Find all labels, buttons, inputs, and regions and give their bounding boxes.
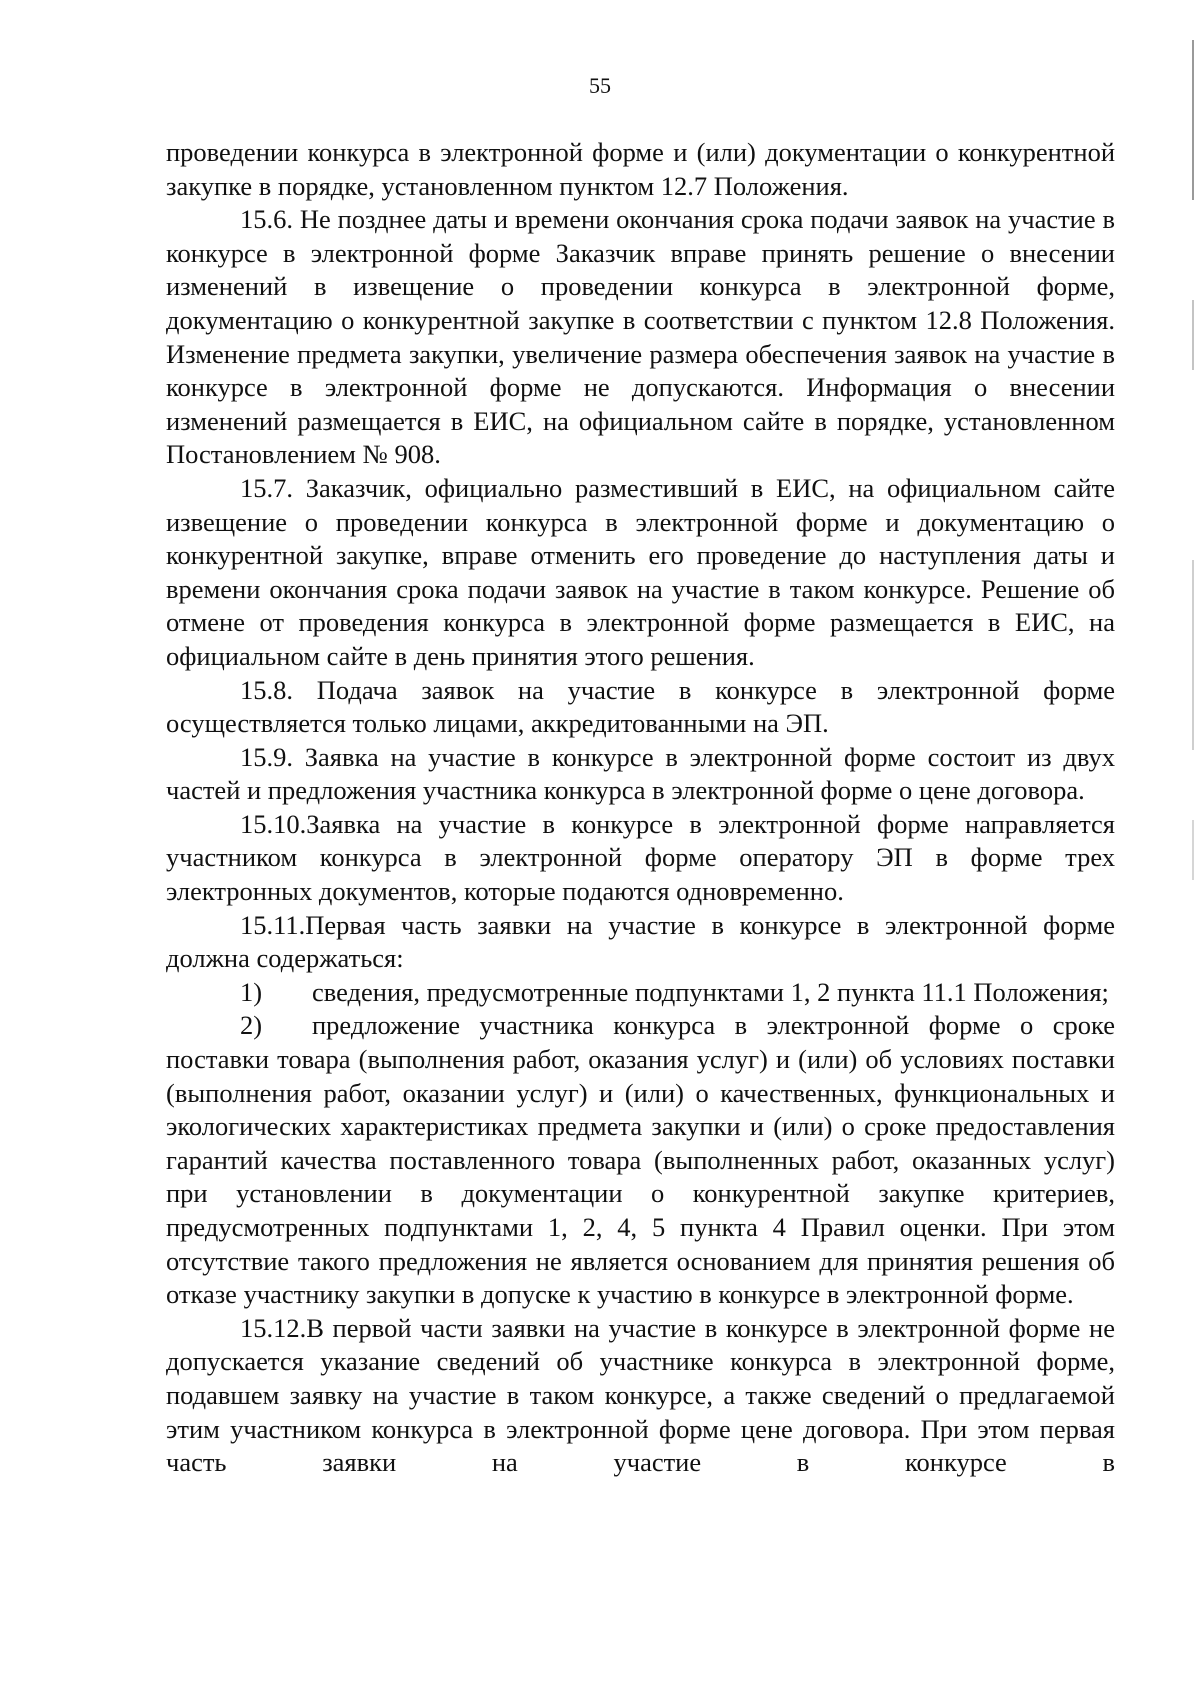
page-number: 55 [589, 73, 611, 98]
scan-edge-mark [1192, 300, 1194, 370]
list-item-number: 2) [240, 1010, 263, 1041]
list-item-number: 1) [240, 976, 263, 1007]
list-item-text: предложение участника конкурса в электронной форме о сроке поставки товара (выполнения работ, оказания услуг) и (или) об условиях поставки (выполнения работ, оказании услуг) и (или) о качественных, функциональных и экологических характеристиках предмета закупки и (или) о сроке предоставления гарантий качества поставленного товара (выполненных работ, оказанных услуг) при установлении в документации о конкурентной закупке критериев, предусмотренных подпунктами 1, 2, 4, 5 пункта 4 Правил оценки. При этом отсутствие такого предложения не является основанием для принятия решения об отказе участнику закупки в допуске к участию в конкурсе в электронной форме. [166, 1010, 1115, 1310]
paragraph-15-10: 15.10.Заявка на участие в конкурсе в электронной форме направляется участником конкурса в электронной форме оператору ЭП в форме трех электронных документов, которые подаются одновременно. [166, 808, 1115, 907]
scan-edge-mark [1192, 40, 1194, 200]
list-item-text: сведения, предусмотренные подпунктами 1, 2 пункта 11.1 Положения; [312, 976, 1109, 1007]
paragraph-15-8: 15.8. Подача заявок на участие в конкурсе в электронной форме осуществляется только лицами, аккредитованными на ЭП. [166, 674, 1115, 739]
paragraph-15-11: 15.11.Первая часть заявки на участие в конкурсе в электронной форме должна содержаться: [166, 909, 1115, 974]
paragraph-15-12: 15.12.В первой части заявки на участие в конкурсе в электронной форме не допускается указание сведений об участнике конкурса в электронной форме, подавшем заявку на участие в таком конкурсе, а также сведений о предлагаемой этим участником конкурса в электронной форме цене договора. При этом первая часть заявки на участие в конкурсе в [166, 1312, 1115, 1478]
paragraph-15-9: 15.9. Заявка на участие в конкурсе в электронной форме состоит из двух частей и предложения участника конкурса в электронной форме о цене договора. [166, 741, 1115, 806]
scan-edge-mark [1192, 820, 1194, 880]
paragraph-15-7: 15.7. Заказчик, официально разместивший в ЕИС, на официальном сайте извещение о проведении конкурса в электронной форме и документацию о конкурентной закупке, вправе отменить его проведение до наступления даты и времени окончания срока подачи заявок на участие в таком конкурсе. Решение об отмене от проведения конкурса в электронной форме размещается в ЕИС, на официальном сайте в день принятия этого решения. [166, 472, 1115, 671]
list-item-1 [166, 976, 1115, 1010]
scan-edge-mark [1192, 560, 1194, 750]
paragraph-15-6: 15.6. Не позднее даты и времени окончания срока подачи заявок на участие в конкурсе в электронной форме Заказчик вправе принять решение о внесении изменений в извещение о проведении конкурса в электронной форме, документацию о конкурентной закупке в соответствии с пунктом 12.8 Положения. Изменение предмета закупки, увеличение размера обеспечения заявок на участие в конкурсе в электронной форме не допускаются. Информация о внесении изменений размещается в ЕИС, на официальном сайте в порядке, установленном Постановлением № 908. [166, 204, 1115, 470]
document-body [166, 136, 1115, 1480]
list-item-2 [166, 1009, 1115, 1311]
paragraph-continuation: проведении конкурса в электронной форме и (или) документации о конкурентной закупке в порядке, установленном пунктом 12.7 Положения. [166, 137, 1115, 201]
